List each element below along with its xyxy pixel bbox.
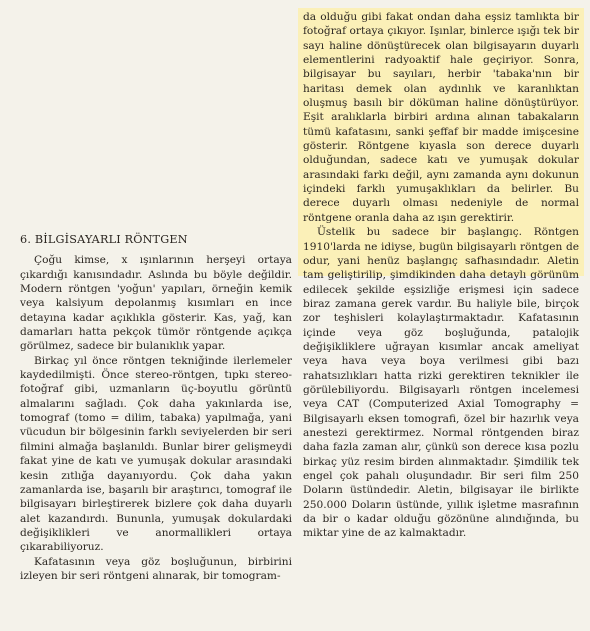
paragraph-3: Kafatasının veya göz boşluğunun, birbirini izleyen bir seri röntgeni alınarak, bir tomogram-	[20, 555, 292, 582]
paragraph-5: Üstelik bu sadece bir başlangıç. Röntgen 1910'larda ne idiyse, bugün bilgisayarlı röntgen de odur, yani henüz başlangıç safhasındadır. Aletin tam geliştirilip, şimdikinden daha detaylı görünüm edilecek şekilde eşsizliğe erişmesi için sadece biraz zamana gerek vardır. Bu haliyle bile, birçok zor teşhisleri kolaylaştırmaktadır. Kafatasının içinde veya göz boşluğunda, patalojik değişikliklere uğrayan kısımlar ancak ameliyat veya hava veya boya verilmesi gibi bazı rahatsızlıkları hatta rizki gerektiren teknikler ile görülebiliyordu. Bilgisayarlı röntgen incelemesi veya CAT (Computerized Axial Tomography = Bilgisayarlı eksen tomografi, özel bir hazırlık veya anestezi gerektirmez. Normal röntgenden biraz daha fazla zaman alır, çünkü son derece kısa pozlu birkaç yüz resim birden alınmaktadır. Şimdilik tek engel çok pahalı oluşundadır. Bir seri film 250 Doların üstündedir. Aletin, bilgisayar ile birlikte 250.000 Doların üstünde, yıllık işletme masrafının da bir o kadar olduğu gözönüne alındığında, bu miktar yine de az kalmaktadır.	[303, 226, 579, 540]
left-column	[20, 233, 292, 583]
paragraph-2: Birkaç yıl önce röntgen tekniğinde ilerlemeler kaydedilmişti. Önce stereo-röntgen, tıpkı stereo-fotoğraf gibi, uzmanların üç-boyutlu görüntü almalarını sağladı. Çok daha yakınlarda ise, tomograf (tomo = dilim, tabaka) yapılmağa, yani vücudun bir bölgesinin farklı seviyelerden bir seri filmini almağa başlanıldı. Bunlar birer gelişmeydi fakat yine de katı ve yumuşak dokular arasındaki kesin zıtlığa dayanıyordu. Çok daha yakın zamanlarda ise, başarılı bir araştırıcı, tomograf ile bilgisayarı birleştirerek bizlere çok daha duyarlı alet kazandırdı. Bununla, yumuşak dokulardaki değişiklikleri ve anormallikleri ortaya çıkarabiliyoruz.	[20, 354, 292, 554]
paragraph-4: da olduğu gibi fakat ondan daha eşsiz tamlıkta bir fotoğraf ortaya çıkıyor. Işınlar, binlerce ışığı tek bir sayı haline dönüştürecek olan bilgisayarın duyarlı elementlerini radyoaktif hale geçiriyor. Sonra, bilgisayar bu sayıları, herbir 'tabaka'nın bir haritası demek olan aydınlık ve karanlıktan oluşmuş basılı bir döküman haline dönüştürüyor. Eşit aralıklarla birbiri ardına alınan tabakaların tümü kafatasını, sanki şeffaf bir madde imişcesine gösterir. Röntgene kıyasla son derece duyarlı olduğundan, sadece katı ve yumuşak dokular arasındaki farkı değil, aynı zamanda aynı dokunun içindeki farklı yumuşaklıkları da belirler. Bu derece duyarlı olması nedeniyle de normal röntgene oranla daha az ışın gerektirir.	[303, 11, 579, 224]
right-column	[303, 10, 579, 541]
section-heading: 6. BİLGİSAYARLI RÖNTGEN	[20, 233, 188, 246]
paragraph-1: Çoğu kimse, x ışınlarının herşeyi ortaya çıkardığı kanısındadır. Aslında bu böyle değildir. Modern röntgen 'yoğun' yapıları, örneğin kemik veya kalsiyum depolanmış kısımları en ince detayına kadar açıklıkla gösterir. Kas, yağ, kan damarları hatta pekçok tümör röntgende açıkça görülmez, sadece bir bulanıklık yapar.	[20, 254, 292, 353]
